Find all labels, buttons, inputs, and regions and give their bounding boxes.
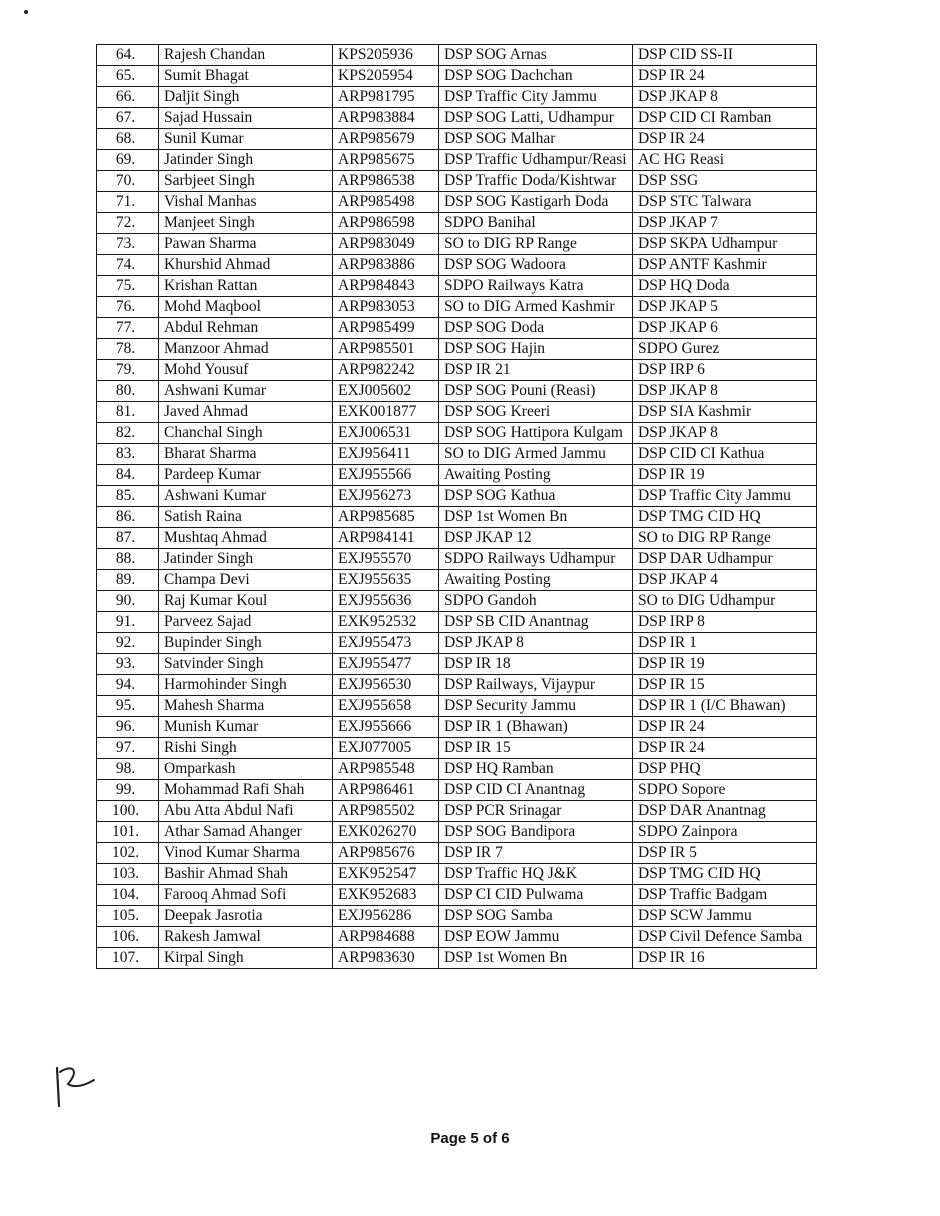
officer-name-cell: Jatinder Singh [159, 150, 333, 171]
officer-id-cell: ARP983053 [333, 297, 439, 318]
officer-name-cell: Rajesh Chandan [159, 45, 333, 66]
table-row [97, 297, 817, 318]
officer-id-cell: EXK026270 [333, 822, 439, 843]
to-posting-cell: DSP IR 16 [633, 948, 817, 969]
officer-id-cell: EXJ005602 [333, 381, 439, 402]
from-posting-cell: DSP IR 21 [439, 360, 633, 381]
to-posting-cell: DSP IR 19 [633, 465, 817, 486]
to-posting-cell: DSP SKPA Udhampur [633, 234, 817, 255]
table-row [97, 654, 817, 675]
serial-number-cell: 104. [97, 885, 159, 906]
officer-name-cell: Manjeet Singh [159, 213, 333, 234]
to-posting-cell: DSP HQ Doda [633, 276, 817, 297]
table-row [97, 507, 817, 528]
table-row [97, 108, 817, 129]
from-posting-cell: DSP EOW Jammu [439, 927, 633, 948]
table-row [97, 948, 817, 969]
officer-name-cell: Pawan Sharma [159, 234, 333, 255]
officer-name-cell: Daljit Singh [159, 87, 333, 108]
from-posting-cell: DSP Railways, Vijaypur [439, 675, 633, 696]
to-posting-cell: DSP SSG [633, 171, 817, 192]
officer-name-cell: Vinod Kumar Sharma [159, 843, 333, 864]
table-row [97, 780, 817, 801]
officer-id-cell: ARP984688 [333, 927, 439, 948]
officer-id-cell: ARP986538 [333, 171, 439, 192]
serial-number-cell: 82. [97, 423, 159, 444]
from-posting-cell: DSP CID CI Anantnag [439, 780, 633, 801]
to-posting-cell: SDPO Gurez [633, 339, 817, 360]
table-row [97, 822, 817, 843]
serial-number-cell: 74. [97, 255, 159, 276]
to-posting-cell: DSP CID SS-II [633, 45, 817, 66]
from-posting-cell: DSP PCR Srinagar [439, 801, 633, 822]
table-row [97, 906, 817, 927]
officer-id-cell: ARP984141 [333, 528, 439, 549]
serial-number-cell: 106. [97, 927, 159, 948]
from-posting-cell: SO to DIG RP Range [439, 234, 633, 255]
to-posting-cell: SDPO Zainpora [633, 822, 817, 843]
to-posting-cell: DSP Civil Defence Samba [633, 927, 817, 948]
serial-number-cell: 85. [97, 486, 159, 507]
officer-name-cell: Rakesh Jamwal [159, 927, 333, 948]
to-posting-cell: DSP IR 1 [633, 633, 817, 654]
table-row [97, 675, 817, 696]
serial-number-cell: 84. [97, 465, 159, 486]
from-posting-cell: DSP SOG Latti, Udhampur [439, 108, 633, 129]
table-row [97, 192, 817, 213]
to-posting-cell: DSP IR 24 [633, 129, 817, 150]
officer-name-cell: Raj Kumar Koul [159, 591, 333, 612]
from-posting-cell: DSP Traffic HQ J&K [439, 864, 633, 885]
serial-number-cell: 73. [97, 234, 159, 255]
serial-number-cell: 94. [97, 675, 159, 696]
table-row [97, 150, 817, 171]
officer-id-cell: EXJ955566 [333, 465, 439, 486]
serial-number-cell: 65. [97, 66, 159, 87]
table-row [97, 864, 817, 885]
serial-number-cell: 64. [97, 45, 159, 66]
to-posting-cell: DSP SCW Jammu [633, 906, 817, 927]
officer-name-cell: Sarbjeet Singh [159, 171, 333, 192]
officer-id-cell: EXK952547 [333, 864, 439, 885]
from-posting-cell: DSP IR 1 (Bhawan) [439, 717, 633, 738]
to-posting-cell: DSP TMG CID HQ [633, 864, 817, 885]
officer-name-cell: Mohd Yousuf [159, 360, 333, 381]
to-posting-cell: DSP JKAP 5 [633, 297, 817, 318]
serial-number-cell: 70. [97, 171, 159, 192]
officer-name-cell: Mohammad Rafi Shah [159, 780, 333, 801]
officer-name-cell: Sajad Hussain [159, 108, 333, 129]
serial-number-cell: 102. [97, 843, 159, 864]
officer-name-cell: Satish Raina [159, 507, 333, 528]
from-posting-cell: SO to DIG Armed Kashmir [439, 297, 633, 318]
from-posting-cell: Awaiting Posting [439, 570, 633, 591]
to-posting-cell: DSP IR 5 [633, 843, 817, 864]
from-posting-cell: Awaiting Posting [439, 465, 633, 486]
table-row [97, 549, 817, 570]
officer-id-cell: ARP983630 [333, 948, 439, 969]
table-row [97, 45, 817, 66]
table-row [97, 801, 817, 822]
handwritten-initial-mark [50, 1062, 100, 1112]
table-row [97, 318, 817, 339]
officer-name-cell: Champa Devi [159, 570, 333, 591]
officer-name-cell: Sunil Kumar [159, 129, 333, 150]
table-row [97, 234, 817, 255]
from-posting-cell: DSP SOG Kastigarh Doda [439, 192, 633, 213]
officer-id-cell: ARP985501 [333, 339, 439, 360]
table-row [97, 66, 817, 87]
from-posting-cell: DSP SOG Hattipora Kulgam [439, 423, 633, 444]
to-posting-cell: DSP JKAP 8 [633, 423, 817, 444]
officer-id-cell: ARP985502 [333, 801, 439, 822]
from-posting-cell: DSP SOG Hajin [439, 339, 633, 360]
serial-number-cell: 100. [97, 801, 159, 822]
officer-id-cell: ARP983884 [333, 108, 439, 129]
serial-number-cell: 71. [97, 192, 159, 213]
table-row [97, 381, 817, 402]
officer-id-cell: EXJ955658 [333, 696, 439, 717]
table-row [97, 465, 817, 486]
officer-name-cell: Chanchal Singh [159, 423, 333, 444]
officer-id-cell: EXJ956286 [333, 906, 439, 927]
to-posting-cell: DSP CID CI Kathua [633, 444, 817, 465]
serial-number-cell: 88. [97, 549, 159, 570]
officer-id-cell: EXJ955477 [333, 654, 439, 675]
from-posting-cell: DSP CI CID Pulwama [439, 885, 633, 906]
to-posting-cell: DSP JKAP 8 [633, 87, 817, 108]
officer-name-cell: Harmohinder Singh [159, 675, 333, 696]
serial-number-cell: 98. [97, 759, 159, 780]
to-posting-cell: DSP STC Talwara [633, 192, 817, 213]
officer-id-cell: EXJ955635 [333, 570, 439, 591]
to-posting-cell: DSP JKAP 8 [633, 381, 817, 402]
officer-name-cell: Ashwani Kumar [159, 486, 333, 507]
serial-number-cell: 83. [97, 444, 159, 465]
officer-id-cell: ARP981795 [333, 87, 439, 108]
officer-name-cell: Javed Ahmad [159, 402, 333, 423]
serial-number-cell: 80. [97, 381, 159, 402]
table-row [97, 402, 817, 423]
to-posting-cell: DSP PHQ [633, 759, 817, 780]
serial-number-cell: 95. [97, 696, 159, 717]
serial-number-cell: 99. [97, 780, 159, 801]
serial-number-cell: 78. [97, 339, 159, 360]
serial-number-cell: 103. [97, 864, 159, 885]
officer-id-cell: EXJ956530 [333, 675, 439, 696]
officer-id-cell: EXJ955570 [333, 549, 439, 570]
officer-name-cell: Khurshid Ahmad [159, 255, 333, 276]
officer-name-cell: Ashwani Kumar [159, 381, 333, 402]
table-row [97, 87, 817, 108]
officer-name-cell: Farooq Ahmad Sofi [159, 885, 333, 906]
from-posting-cell: DSP SOG Kathua [439, 486, 633, 507]
to-posting-cell: DSP ANTF Kashmir [633, 255, 817, 276]
to-posting-cell: SO to DIG Udhampur [633, 591, 817, 612]
officer-name-cell: Rishi Singh [159, 738, 333, 759]
officer-id-cell: EXJ956273 [333, 486, 439, 507]
to-posting-cell: DSP Traffic City Jammu [633, 486, 817, 507]
to-posting-cell: DSP IRP 8 [633, 612, 817, 633]
officer-id-cell: EXJ956411 [333, 444, 439, 465]
posting-table-body [97, 45, 817, 969]
officer-id-cell: EXJ955666 [333, 717, 439, 738]
from-posting-cell: DSP Traffic Udhampur/Reasi [439, 150, 633, 171]
to-posting-cell: DSP IR 24 [633, 66, 817, 87]
officer-name-cell: Munish Kumar [159, 717, 333, 738]
table-row [97, 360, 817, 381]
posting-table [96, 44, 817, 969]
officer-name-cell: Omparkash [159, 759, 333, 780]
officer-name-cell: Abdul Rehman [159, 318, 333, 339]
table-row [97, 633, 817, 654]
to-posting-cell: SDPO Sopore [633, 780, 817, 801]
from-posting-cell: SDPO Railways Katra [439, 276, 633, 297]
officer-name-cell: Bupinder Singh [159, 633, 333, 654]
serial-number-cell: 96. [97, 717, 159, 738]
officer-id-cell: KPS205954 [333, 66, 439, 87]
table-row [97, 255, 817, 276]
table-row [97, 444, 817, 465]
table-row [97, 696, 817, 717]
officer-id-cell: EXJ006531 [333, 423, 439, 444]
officer-id-cell: ARP985498 [333, 192, 439, 213]
officer-id-cell: EXJ077005 [333, 738, 439, 759]
from-posting-cell: SO to DIG Armed Jammu [439, 444, 633, 465]
table-row [97, 339, 817, 360]
officer-id-cell: KPS205936 [333, 45, 439, 66]
officer-name-cell: Manzoor Ahmad [159, 339, 333, 360]
from-posting-cell: DSP SOG Wadoora [439, 255, 633, 276]
serial-number-cell: 92. [97, 633, 159, 654]
table-row [97, 885, 817, 906]
to-posting-cell: DSP TMG CID HQ [633, 507, 817, 528]
officer-name-cell: Mushtaq Ahmad [159, 528, 333, 549]
table-row [97, 843, 817, 864]
scan-dot [24, 10, 28, 14]
officer-id-cell: ARP985499 [333, 318, 439, 339]
table-row [97, 759, 817, 780]
from-posting-cell: DSP HQ Ramban [439, 759, 633, 780]
serial-number-cell: 67. [97, 108, 159, 129]
from-posting-cell: DSP SOG Kreeri [439, 402, 633, 423]
from-posting-cell: DSP IR 18 [439, 654, 633, 675]
table-row [97, 927, 817, 948]
serial-number-cell: 72. [97, 213, 159, 234]
to-posting-cell: DSP IR 24 [633, 738, 817, 759]
from-posting-cell: DSP JKAP 12 [439, 528, 633, 549]
from-posting-cell: SDPO Railways Udhampur [439, 549, 633, 570]
officer-name-cell: Abu Atta Abdul Nafi [159, 801, 333, 822]
table-row [97, 129, 817, 150]
to-posting-cell: DSP IR 15 [633, 675, 817, 696]
to-posting-cell: SO to DIG RP Range [633, 528, 817, 549]
table-row [97, 738, 817, 759]
to-posting-cell: AC HG Reasi [633, 150, 817, 171]
officer-id-cell: ARP986598 [333, 213, 439, 234]
officer-id-cell: ARP986461 [333, 780, 439, 801]
officer-name-cell: Mohd Maqbool [159, 297, 333, 318]
officer-name-cell: Athar Samad Ahanger [159, 822, 333, 843]
serial-number-cell: 105. [97, 906, 159, 927]
from-posting-cell: DSP SOG Bandipora [439, 822, 633, 843]
table-row [97, 612, 817, 633]
to-posting-cell: DSP JKAP 6 [633, 318, 817, 339]
from-posting-cell: DSP SOG Dachchan [439, 66, 633, 87]
table-row [97, 423, 817, 444]
from-posting-cell: DSP 1st Women Bn [439, 948, 633, 969]
officer-id-cell: ARP983049 [333, 234, 439, 255]
serial-number-cell: 79. [97, 360, 159, 381]
table-row [97, 171, 817, 192]
officer-name-cell: Mahesh Sharma [159, 696, 333, 717]
officer-name-cell: Sumit Bhagat [159, 66, 333, 87]
officer-name-cell: Kirpal Singh [159, 948, 333, 969]
table-row [97, 528, 817, 549]
from-posting-cell: DSP Security Jammu [439, 696, 633, 717]
officer-id-cell: ARP985676 [333, 843, 439, 864]
to-posting-cell: DSP IR 24 [633, 717, 817, 738]
from-posting-cell: DSP JKAP 8 [439, 633, 633, 654]
from-posting-cell: SDPO Banihal [439, 213, 633, 234]
from-posting-cell: DSP Traffic Doda/Kishtwar [439, 171, 633, 192]
to-posting-cell: DSP Traffic Badgam [633, 885, 817, 906]
officer-name-cell: Satvinder Singh [159, 654, 333, 675]
to-posting-cell: DSP DAR Udhampur [633, 549, 817, 570]
officer-name-cell: Vishal Manhas [159, 192, 333, 213]
officer-id-cell: ARP985685 [333, 507, 439, 528]
officer-id-cell: EXJ955473 [333, 633, 439, 654]
from-posting-cell: SDPO Gandoh [439, 591, 633, 612]
serial-number-cell: 77. [97, 318, 159, 339]
officer-id-cell: EXJ955636 [333, 591, 439, 612]
from-posting-cell: DSP SOG Samba [439, 906, 633, 927]
serial-number-cell: 93. [97, 654, 159, 675]
from-posting-cell: DSP SOG Arnas [439, 45, 633, 66]
to-posting-cell: DSP JKAP 4 [633, 570, 817, 591]
to-posting-cell: DSP IRP 6 [633, 360, 817, 381]
serial-number-cell: 68. [97, 129, 159, 150]
officer-id-cell: ARP985548 [333, 759, 439, 780]
table-row [97, 213, 817, 234]
officer-name-cell: Jatinder Singh [159, 549, 333, 570]
officer-id-cell: ARP982242 [333, 360, 439, 381]
serial-number-cell: 66. [97, 87, 159, 108]
from-posting-cell: DSP 1st Women Bn [439, 507, 633, 528]
officer-id-cell: ARP985675 [333, 150, 439, 171]
officer-name-cell: Deepak Jasrotia [159, 906, 333, 927]
from-posting-cell: DSP SOG Doda [439, 318, 633, 339]
table-row [97, 276, 817, 297]
officer-name-cell: Bharat Sharma [159, 444, 333, 465]
from-posting-cell: DSP Traffic City Jammu [439, 87, 633, 108]
serial-number-cell: 101. [97, 822, 159, 843]
serial-number-cell: 75. [97, 276, 159, 297]
to-posting-cell: DSP JKAP 7 [633, 213, 817, 234]
officer-id-cell: ARP984843 [333, 276, 439, 297]
page-number: Page 5 of 6 [430, 1130, 510, 1147]
officer-id-cell: EXK952532 [333, 612, 439, 633]
officer-id-cell: EXK001877 [333, 402, 439, 423]
to-posting-cell: DSP CID CI Ramban [633, 108, 817, 129]
serial-number-cell: 76. [97, 297, 159, 318]
to-posting-cell: DSP IR 1 (I/C Bhawan) [633, 696, 817, 717]
serial-number-cell: 107. [97, 948, 159, 969]
serial-number-cell: 89. [97, 570, 159, 591]
to-posting-cell: DSP DAR Anantnag [633, 801, 817, 822]
from-posting-cell: DSP SB CID Anantnag [439, 612, 633, 633]
officer-name-cell: Pardeep Kumar [159, 465, 333, 486]
serial-number-cell: 69. [97, 150, 159, 171]
officer-id-cell: ARP985679 [333, 129, 439, 150]
from-posting-cell: DSP SOG Malhar [439, 129, 633, 150]
from-posting-cell: DSP IR 15 [439, 738, 633, 759]
officer-name-cell: Krishan Rattan [159, 276, 333, 297]
serial-number-cell: 90. [97, 591, 159, 612]
officer-id-cell: EXK952683 [333, 885, 439, 906]
officer-name-cell: Parveez Sajad [159, 612, 333, 633]
officer-id-cell: ARP983886 [333, 255, 439, 276]
to-posting-cell: DSP IR 19 [633, 654, 817, 675]
officer-name-cell: Bashir Ahmad Shah [159, 864, 333, 885]
serial-number-cell: 97. [97, 738, 159, 759]
serial-number-cell: 91. [97, 612, 159, 633]
to-posting-cell: DSP SIA Kashmir [633, 402, 817, 423]
serial-number-cell: 87. [97, 528, 159, 549]
table-row [97, 591, 817, 612]
table-row [97, 570, 817, 591]
from-posting-cell: DSP SOG Pouni (Reasi) [439, 381, 633, 402]
serial-number-cell: 81. [97, 402, 159, 423]
table-row [97, 717, 817, 738]
table-row [97, 486, 817, 507]
from-posting-cell: DSP IR 7 [439, 843, 633, 864]
serial-number-cell: 86. [97, 507, 159, 528]
